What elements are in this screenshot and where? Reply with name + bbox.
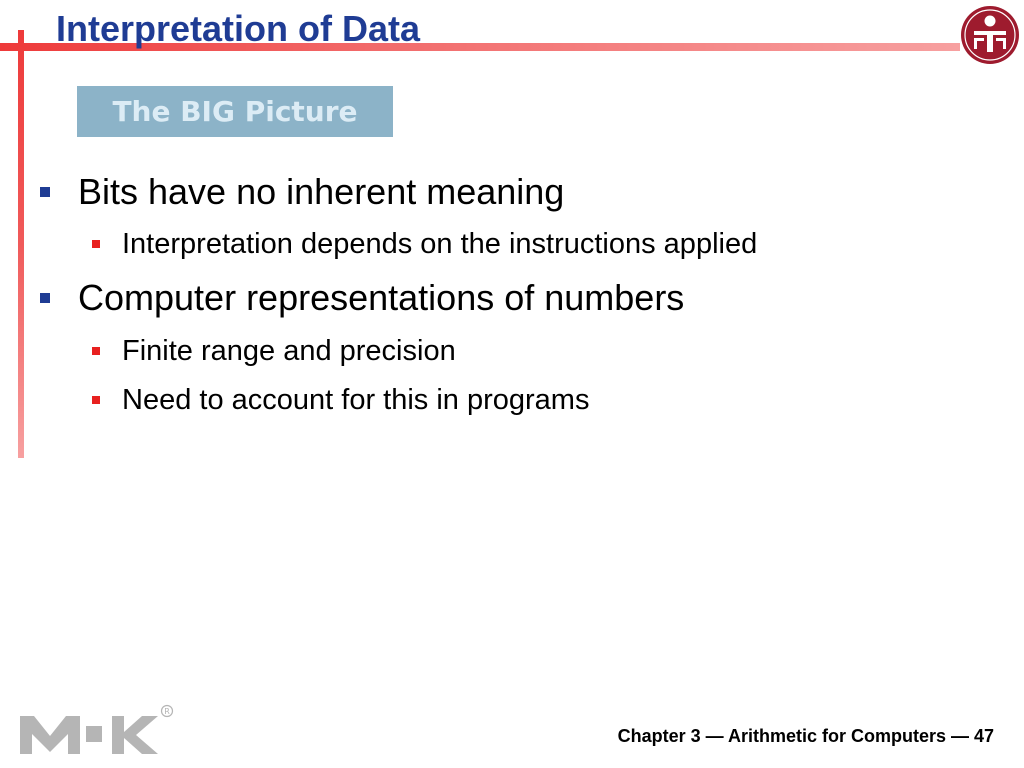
big-picture-badge-label: The BIG Picture <box>112 95 358 128</box>
bullet-text: Computer representations of numbers <box>78 277 685 318</box>
publisher-mk-logo <box>20 704 180 756</box>
sub-bullet-item <box>92 382 589 418</box>
red-square-bullet-icon <box>92 396 100 404</box>
bullet-item <box>40 172 564 212</box>
red-square-bullet-icon <box>92 347 100 355</box>
red-square-bullet-icon <box>92 240 100 248</box>
blue-square-bullet-icon <box>40 187 50 197</box>
svg-text:R: R <box>164 707 170 716</box>
sub-bullet-item <box>92 226 757 262</box>
sub-bullet-item <box>92 333 456 369</box>
sub-bullet-text: Finite range and precision <box>122 334 456 367</box>
sub-bullet-text: Interpretation depends on the instructions applied <box>122 227 758 260</box>
sub-bullet-text: Need to account for this in programs <box>122 383 590 416</box>
slide-footer: Chapter 3 — Arithmetic for Computers — 47 <box>617 726 994 746</box>
bullet-item <box>40 278 684 318</box>
slide-title: Interpretation of Data <box>56 8 421 49</box>
bullet-text: Bits have no inherent meaning <box>78 171 565 212</box>
blue-square-bullet-icon <box>40 293 50 303</box>
